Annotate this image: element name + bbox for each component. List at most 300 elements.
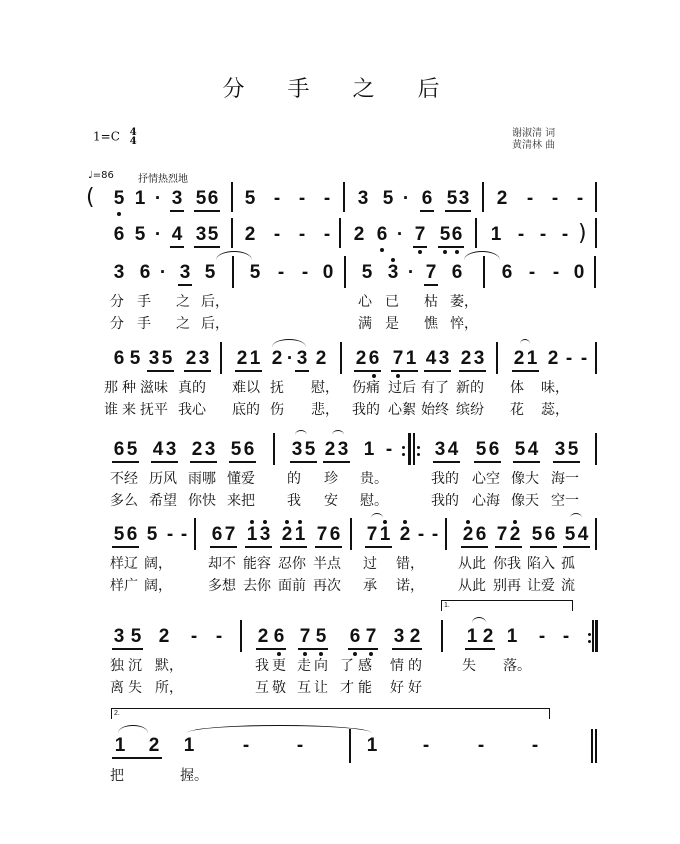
dash: - <box>417 524 425 545</box>
note: 5 <box>113 188 125 209</box>
high-octave-dot <box>285 520 289 524</box>
note: 4 <box>527 439 539 460</box>
lyric: 诺， <box>396 578 424 594</box>
lyric: 我 <box>287 493 301 509</box>
note: 2 <box>460 348 472 369</box>
underline <box>563 546 590 548</box>
note: 3 <box>195 224 207 245</box>
lyric: 心海 <box>472 493 500 509</box>
note: 2 <box>513 348 525 369</box>
tie <box>216 251 252 260</box>
note: 5 <box>130 626 142 647</box>
dash: - <box>273 188 281 209</box>
lyric: 再次 <box>313 578 341 594</box>
underline <box>348 648 378 650</box>
note: 5 <box>113 524 125 545</box>
lyric: 流 <box>561 578 575 594</box>
note: 4 <box>577 524 589 545</box>
dot-mark: · <box>159 262 167 283</box>
lyric: 把 <box>110 768 124 784</box>
lyric: 那 <box>104 380 118 396</box>
note: 1 <box>379 524 391 545</box>
lyric: 滋味 <box>140 380 168 396</box>
underline <box>178 284 192 286</box>
barline <box>231 218 233 248</box>
note: 6 <box>488 439 500 460</box>
lyricist: 谢淑清 词 <box>512 128 556 139</box>
note: 7 <box>366 524 378 545</box>
note: 6 <box>126 524 138 545</box>
lyric: 来把 <box>227 493 255 509</box>
lyric: 花 <box>510 402 524 418</box>
lyric: 我 <box>255 658 269 674</box>
lyric: 失 <box>128 680 142 696</box>
note: 6 <box>243 439 255 460</box>
note: 3 <box>337 439 349 460</box>
note: 5 <box>564 524 576 545</box>
note: 1 <box>183 735 195 756</box>
lyric: 过 <box>363 556 377 572</box>
lyric: 阔， <box>144 578 172 594</box>
high-octave-dot <box>263 520 267 524</box>
note: 1 <box>526 348 538 369</box>
final-barline <box>595 729 597 763</box>
underline <box>445 210 471 212</box>
tie <box>464 251 500 260</box>
note: 2 <box>482 626 494 647</box>
lyric: 底的 <box>232 402 260 418</box>
lyric: 的 <box>408 658 422 674</box>
high-octave-dot <box>513 520 517 524</box>
lyric: 落。 <box>503 658 531 674</box>
note: 4 <box>447 439 459 460</box>
lyric: 能 <box>358 680 372 696</box>
note: 3 <box>165 439 177 460</box>
underline <box>298 648 328 650</box>
barline <box>441 620 443 652</box>
dash: - <box>298 188 306 209</box>
lyric: 真的 <box>178 380 206 396</box>
note: 6 <box>349 626 361 647</box>
barline <box>475 218 477 248</box>
lyric: 蕊， <box>541 402 569 418</box>
dash: - <box>323 188 331 209</box>
dot-mark: · <box>286 348 294 369</box>
note: 5 <box>204 262 216 283</box>
note: 1 <box>490 224 502 245</box>
lyric: 了 <box>340 658 354 674</box>
lyric: 味， <box>541 380 569 396</box>
underline <box>391 370 418 372</box>
lyric: 失 <box>462 658 476 674</box>
note: 6 <box>113 439 125 460</box>
note: 5 <box>249 262 261 283</box>
repeat-dot <box>417 446 420 449</box>
dash: - <box>531 735 539 756</box>
lyric: 承 <box>363 578 377 594</box>
underline <box>170 210 184 212</box>
note: 5 <box>304 439 316 460</box>
underline <box>184 370 211 372</box>
low-octave-dot <box>380 248 384 252</box>
lyric: 有了 <box>421 380 449 396</box>
note: 5 <box>134 224 146 245</box>
note: 2 <box>399 524 411 545</box>
note: 1 <box>405 348 417 369</box>
lyric: 空一 <box>551 493 579 509</box>
lyric: 能容 <box>243 556 271 572</box>
dash: - <box>180 524 188 545</box>
note: 6 <box>376 224 388 245</box>
lyric: 阔， <box>144 556 172 572</box>
lyric: 珍 <box>324 471 338 487</box>
note: 3 <box>473 348 485 369</box>
note: 6 <box>113 348 125 369</box>
lyric: 分 <box>110 316 124 332</box>
lyric: 贵。 <box>360 471 388 487</box>
lyric: 忍你 <box>278 556 306 572</box>
note: 2 <box>271 348 283 369</box>
underline <box>112 546 139 548</box>
underline <box>295 370 309 372</box>
underline <box>112 757 162 759</box>
note: 7 <box>365 626 377 647</box>
note: 1 <box>466 626 478 647</box>
note: 2 <box>244 224 256 245</box>
note: 5 <box>230 439 242 460</box>
lyric: 是 <box>385 316 399 332</box>
dash: - <box>422 735 430 756</box>
lyric: 不经 <box>110 471 138 487</box>
note: 1 <box>246 524 258 545</box>
lyric: 从此 <box>458 556 486 572</box>
dash: - <box>242 735 250 756</box>
lyric: 我的 <box>431 471 459 487</box>
lyric: 沉 <box>128 658 142 674</box>
dot-mark: · <box>407 262 415 283</box>
dash: - <box>551 188 559 209</box>
repeat-end-barline <box>595 620 598 652</box>
note: 3 <box>148 348 160 369</box>
barline <box>240 620 242 652</box>
underline <box>553 461 580 463</box>
dash: - <box>166 524 174 545</box>
low-octave-dot <box>455 250 459 254</box>
dash: - <box>301 262 309 283</box>
lyric: 像大 <box>511 471 539 487</box>
dash: - <box>526 188 534 209</box>
lyric: 心絮 <box>388 402 416 418</box>
lyric: 悴， <box>450 316 478 332</box>
underline <box>190 461 217 463</box>
lyric: 独 <box>110 658 124 674</box>
underline <box>365 546 392 548</box>
note: 2 <box>355 348 367 369</box>
dash: - <box>477 735 485 756</box>
underline <box>147 370 174 372</box>
note: 3 <box>113 626 125 647</box>
lyric: 我心 <box>178 402 206 418</box>
lyric: 懂爱 <box>227 471 255 487</box>
time-signature: 4 4 <box>129 127 137 147</box>
key-signature <box>93 128 137 146</box>
note: 3 <box>259 524 271 545</box>
barline <box>496 342 498 374</box>
note: 3 <box>554 439 566 460</box>
note: 6 <box>451 224 463 245</box>
dot-mark: · <box>396 224 404 245</box>
underline <box>280 546 307 548</box>
lyric: 难以 <box>232 380 260 396</box>
barline <box>273 433 275 465</box>
note: 6 <box>329 524 341 545</box>
underline <box>112 461 139 463</box>
low-octave-dot <box>418 250 422 254</box>
dash: - <box>580 348 588 369</box>
note: 2 <box>353 224 365 245</box>
note: 3 <box>291 439 303 460</box>
dash: - <box>277 262 285 283</box>
lyric: 后， <box>201 294 229 310</box>
barline <box>595 518 597 550</box>
underline <box>413 246 427 248</box>
high-octave-dot <box>298 520 302 524</box>
lyric: 悲， <box>311 402 339 418</box>
lyric: 陷入 <box>527 556 555 572</box>
note: 7 <box>299 626 311 647</box>
lyric: 更 <box>272 658 286 674</box>
barline <box>343 182 345 212</box>
underline <box>354 370 381 372</box>
note: 7 <box>414 224 426 245</box>
note: 5 <box>315 626 327 647</box>
underline <box>210 546 237 548</box>
note: 6 <box>211 524 223 545</box>
note: 3 <box>458 188 470 209</box>
lyric: 新的 <box>456 380 484 396</box>
note: 6 <box>544 524 556 545</box>
note: 4 <box>171 224 183 245</box>
lyric: 始终 <box>421 402 449 418</box>
lyric: 好 <box>408 680 422 696</box>
underline <box>512 370 539 372</box>
note: 3 <box>393 626 405 647</box>
underline <box>112 648 143 650</box>
barline <box>350 518 352 550</box>
lyric: 让爱 <box>527 578 555 594</box>
lyric: 走 <box>297 658 311 674</box>
note: 3 <box>113 262 125 283</box>
open-paren: ( <box>86 185 95 210</box>
barline <box>482 182 484 212</box>
lyric: 伤 <box>270 402 284 418</box>
note: 5 <box>531 524 543 545</box>
repeat-dot <box>402 446 405 449</box>
repeat-dot <box>588 633 591 636</box>
lyric: 孤 <box>561 556 575 572</box>
underline <box>459 370 486 372</box>
lyric: 从此 <box>458 578 486 594</box>
tie <box>472 617 486 623</box>
lyric: 雨哪 <box>188 471 216 487</box>
volta-2-bracket <box>111 708 550 719</box>
tie <box>520 339 530 344</box>
barline <box>595 218 597 248</box>
note: 2 <box>257 626 269 647</box>
lyric: 之 <box>176 294 190 310</box>
barline <box>194 518 196 550</box>
note: 1 <box>366 735 378 756</box>
dash: - <box>298 224 306 245</box>
lyric: 憔 <box>424 316 438 332</box>
lyric: 心空 <box>472 471 500 487</box>
lyric: 抚平 <box>140 402 168 418</box>
lyric: 伤痛 <box>352 380 380 396</box>
underline <box>513 461 540 463</box>
high-octave-dot <box>250 520 254 524</box>
underline <box>530 546 557 548</box>
note: 3 <box>434 439 446 460</box>
underline <box>465 648 495 650</box>
lyric: 手 <box>137 294 151 310</box>
repeat-end-barline <box>408 433 411 465</box>
lyric: 像天 <box>511 493 539 509</box>
lyric: 希望 <box>149 493 177 509</box>
dash: - <box>431 524 439 545</box>
note: 5 <box>146 524 158 545</box>
note: 3 <box>387 262 399 283</box>
lyric: 慰。 <box>360 493 388 509</box>
note: 3 <box>438 348 450 369</box>
underline <box>170 246 184 248</box>
note: 3 <box>296 348 308 369</box>
underline <box>235 370 262 372</box>
lyric: 好 <box>390 680 404 696</box>
lyric: 样广 <box>110 578 138 594</box>
lyric: 心 <box>358 294 372 310</box>
note: 2 <box>191 439 203 460</box>
dash: - <box>552 262 560 283</box>
note: 2 <box>281 524 293 545</box>
lyric: 我的 <box>352 402 380 418</box>
underline <box>315 546 342 548</box>
low-octave-dot <box>117 212 121 216</box>
lyric: 体 <box>510 380 524 396</box>
rest: 0 <box>573 262 585 283</box>
note: 6 <box>207 188 219 209</box>
lyric: 互 <box>255 680 269 696</box>
lyric: 样辽 <box>110 556 138 572</box>
lyric: 之 <box>176 316 190 332</box>
final-barline <box>591 729 593 763</box>
lyric: 种 <box>122 380 136 396</box>
note: 6 <box>139 262 151 283</box>
lyric: 向 <box>314 658 328 674</box>
barline <box>231 182 233 212</box>
underline <box>323 461 350 463</box>
lyric: 多么 <box>110 493 138 509</box>
note: 2 <box>324 439 336 460</box>
lyric: 别再 <box>493 578 521 594</box>
note: 4 <box>152 439 164 460</box>
dash: - <box>538 626 546 647</box>
tie <box>332 430 344 435</box>
underline <box>194 210 220 212</box>
repeat-dot <box>588 640 591 643</box>
note: 5 <box>361 262 373 283</box>
dash: - <box>576 188 584 209</box>
note: 1 <box>363 439 375 460</box>
underline <box>229 461 256 463</box>
dash: - <box>215 626 223 647</box>
underline <box>433 461 460 463</box>
tie <box>118 725 148 733</box>
dash: - <box>323 224 331 245</box>
barline <box>483 256 485 288</box>
note: 5 <box>514 439 526 460</box>
rest: 0 <box>322 262 334 283</box>
underline <box>461 546 488 548</box>
note: 2 <box>462 524 474 545</box>
lyric: 谁 <box>104 402 118 418</box>
tie <box>187 725 372 733</box>
note: 7 <box>496 524 508 545</box>
dash: - <box>273 224 281 245</box>
note: 1 <box>134 188 146 209</box>
repeat-end-barline <box>592 620 594 652</box>
lyric: 情 <box>390 658 404 674</box>
underline <box>424 284 438 286</box>
barline <box>220 342 222 374</box>
note: 3 <box>204 439 216 460</box>
note: 5 <box>207 224 219 245</box>
note: 5 <box>567 439 579 460</box>
barline <box>340 342 342 374</box>
lyric: 过后 <box>388 380 416 396</box>
lyric: 后， <box>201 316 229 332</box>
lyric: 多想 <box>208 578 236 594</box>
lyric: 半点 <box>313 556 341 572</box>
lyric: 历风 <box>149 471 177 487</box>
barline <box>594 256 596 288</box>
lyric: 的 <box>287 471 301 487</box>
note: 2 <box>315 348 327 369</box>
underline <box>290 461 317 463</box>
note: 5 <box>195 188 207 209</box>
note: 3 <box>171 188 183 209</box>
lyric: 去你 <box>243 578 271 594</box>
note: 5 <box>126 439 138 460</box>
dash: - <box>565 348 573 369</box>
high-octave-dot <box>391 258 395 262</box>
close-paren: ) <box>578 221 587 246</box>
lyric: 互 <box>297 680 311 696</box>
lyric: 握。 <box>180 768 208 784</box>
tie <box>272 339 306 347</box>
note: 2 <box>509 524 521 545</box>
note: 2 <box>496 188 508 209</box>
lyric: 海一 <box>551 471 579 487</box>
note: 2 <box>409 626 421 647</box>
barline <box>232 256 234 288</box>
underline <box>438 246 464 248</box>
note: 2 <box>547 348 559 369</box>
dash: - <box>190 626 198 647</box>
expression-mark: 抒情热烈地 <box>138 174 188 185</box>
lyric: 满 <box>358 316 372 332</box>
lyric: 却不 <box>208 556 236 572</box>
lyric: 才 <box>340 680 354 696</box>
